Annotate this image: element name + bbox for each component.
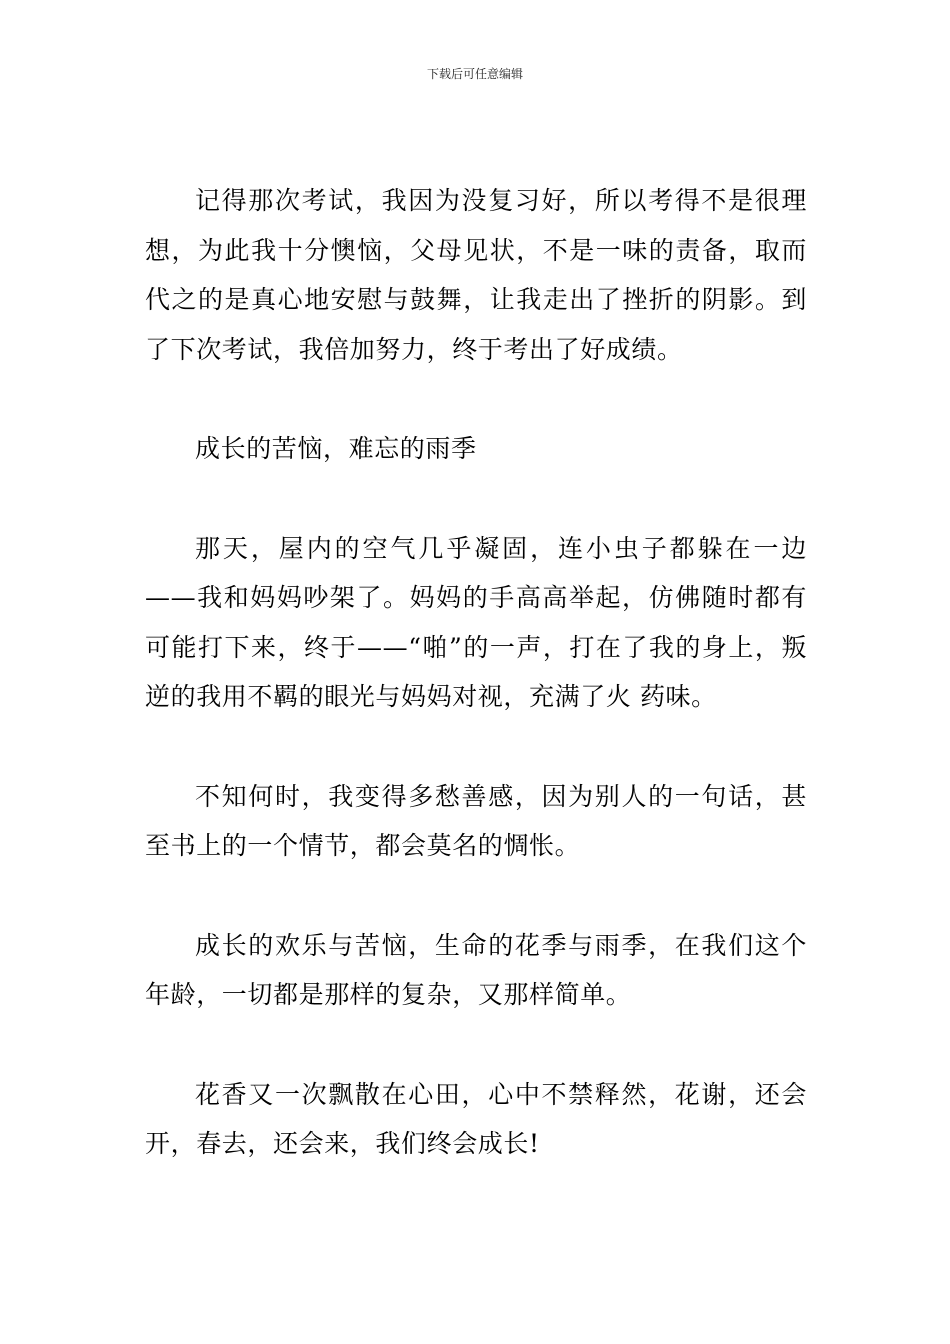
paragraph-joy-and-trouble: 成长的欢乐与苦恼，生命的花季与雨季，在我们这个年龄，一切都是那样的复杂，又那样简单。 xyxy=(145,930,807,1009)
paragraph-spacer xyxy=(145,1020,807,1070)
section-heading-rainy-season: 成长的苦恼，难忘的雨季 xyxy=(195,434,477,463)
document-body xyxy=(145,176,807,1169)
page-header-note: 下载后可任意编辑 xyxy=(426,67,523,81)
paragraph-spacer xyxy=(145,871,807,921)
paragraph-spacer xyxy=(145,374,807,424)
paragraph-spacer xyxy=(145,722,807,772)
paragraph-spacer xyxy=(145,474,807,524)
paragraph-exam-memory: 记得那次考试，我因为没复习好，所以考得不是很理想，为此我十分懊恼，父母见状，不是一味的责备，取而代之的是真心地安慰与鼓舞，让我走出了挫折的阴影。到了下次考试，我倍加努力，终于考出了好成绩。 xyxy=(145,186,807,364)
paragraph-sentimental: 不知何时，我变得多愁善感，因为别人的一句话，甚至书上的一个情节，都会莫名的惆怅。 xyxy=(145,781,807,860)
paragraph-closing: 花香又一次飘散在心田，心中不禁释然，花谢，还会开，春去，还会来，我们终会成长! xyxy=(145,1079,807,1158)
paragraph-quarrel: 那天，屋内的空气几乎凝固，连小虫子都躲在一边——我和妈妈吵架了。妈妈的手高高举起，仿佛随时都有可能打下来，终于——“啪”的一声，打在了我的身上，叛逆的我用不羁的眼光与妈妈对视，充满了火 药味。 xyxy=(145,533,807,711)
